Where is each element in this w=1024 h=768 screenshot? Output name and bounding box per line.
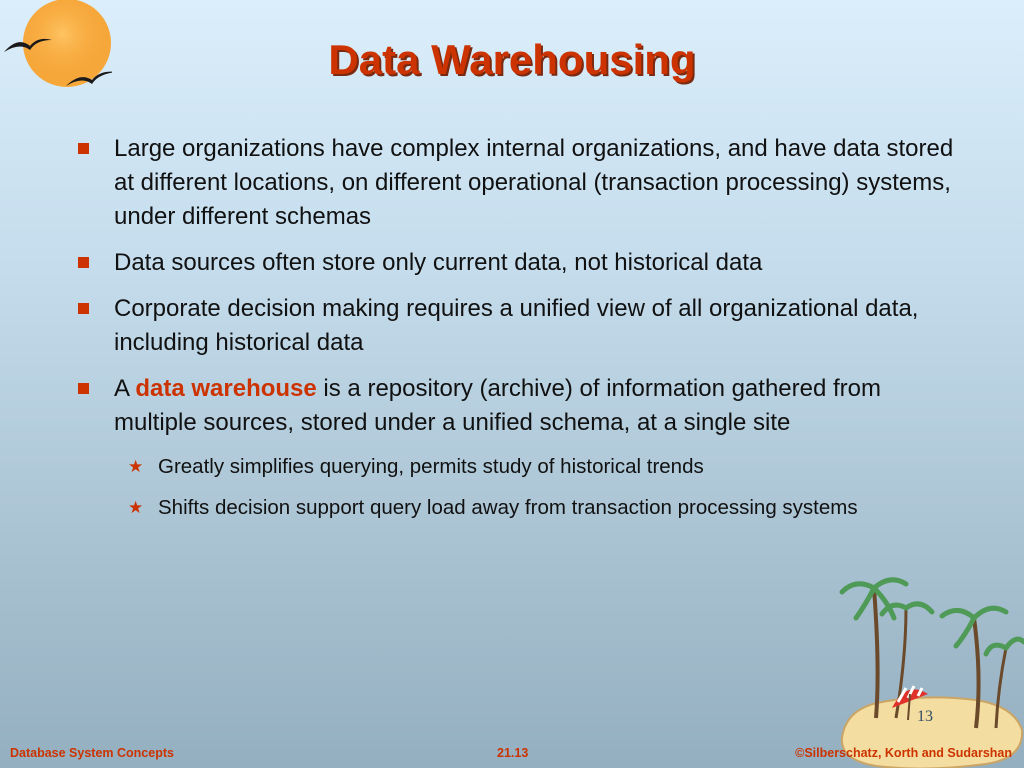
bullet-square-icon (78, 143, 89, 154)
bullet-suffix: is a repository (archive) of information gathered from multiple sources, stored under a unified schema, at a single site (114, 375, 881, 436)
star-bullet-icon: ★ (128, 498, 144, 517)
sub-bullet-text: Shifts decision support query load away from transaction processing systems (158, 496, 858, 519)
bullet-text: Large organizations have complex internal organizations, and have data stored at different locations, on different operational (transaction processing) systems, under different schemas (114, 135, 954, 230)
bullet-square-icon (78, 257, 89, 268)
bullet-item (76, 246, 956, 280)
bullet-square-icon (78, 383, 89, 394)
footer-course: Database System Concepts (10, 746, 174, 760)
bullet-text: Data sources often store only current data, not historical data (114, 249, 763, 276)
bullet-item (76, 132, 956, 234)
bullet-item (76, 292, 956, 360)
star-bullet-icon: ★ (128, 457, 144, 476)
footer-copyright: ©Silberschatz, Korth and Sudarshan (795, 746, 1012, 760)
sub-bullet-text: Greatly simplifies querying, permits study of historical trends (158, 455, 704, 478)
page-number: 13 (917, 708, 933, 725)
bullet-square-icon (78, 303, 89, 314)
bullet-prefix: A (114, 375, 136, 402)
slide-title: Data Warehousing (328, 36, 696, 83)
slide-content (76, 132, 956, 534)
palm-island-icon (836, 568, 1024, 768)
bullet-text: Corporate decision making requires a unified view of all organizational data, including historical data (114, 295, 919, 356)
bullet-item (76, 372, 956, 440)
sub-bullet-item (76, 452, 956, 482)
footer-slide-number: 21.13 (497, 746, 529, 760)
sub-bullet-item (76, 493, 956, 523)
highlight-term: data warehouse (135, 375, 317, 402)
